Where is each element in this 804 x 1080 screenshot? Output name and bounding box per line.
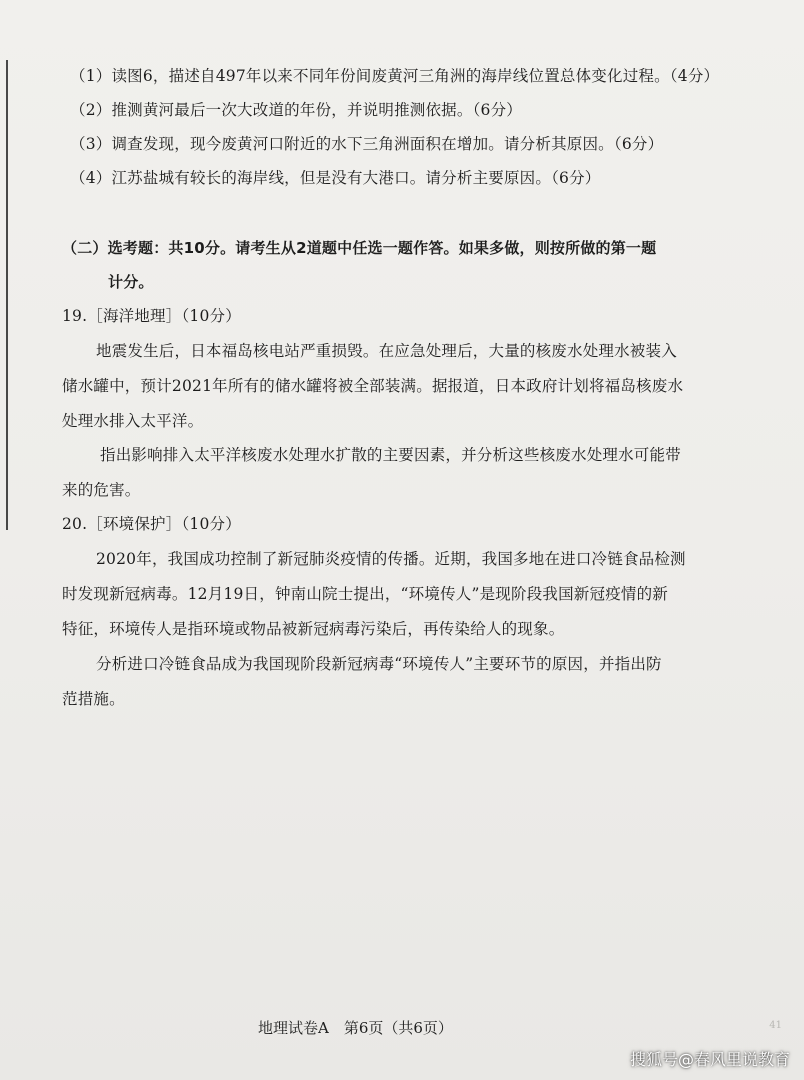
question-19-text: 处理水排入太平洋。 bbox=[62, 412, 204, 430]
question-20-text: 时发现新冠病毒。12月19日，钟南山院士提出，“环境传人”是现阶段我国新冠疫情的新 bbox=[62, 585, 668, 603]
section-two-heading: （二）选考题：共10分。请考生从2道题中任选一题作答。如果多做，则按所做的第一题 bbox=[62, 239, 657, 257]
watermark: 搜狐号@春风里说教育 bbox=[629, 1050, 790, 1069]
question-19-title: 19.［海洋地理］（10分） bbox=[62, 307, 241, 325]
question-18-3: （3）调查发现，现今废黄河口附近的水下三角洲面积在增加。请分析其原因。（6分） bbox=[70, 135, 664, 153]
corner-mark: 41 bbox=[769, 1020, 782, 1031]
question-18-2: （2）推测黄河最后一次大改道的年份，并说明推测依据。（6分） bbox=[70, 101, 522, 119]
question-20-prompt: 分析进口冷链食品成为我国现阶段新冠病毒“环境传人”主要环节的原因，并指出防 bbox=[96, 655, 662, 673]
question-20-text: 2020年，我国成功控制了新冠肺炎疫情的传播。近期，我国多地在进口冷链食品检测 bbox=[96, 550, 686, 568]
question-20-title: 20.［环境保护］（10分） bbox=[62, 515, 241, 533]
question-20-prompt: 范措施。 bbox=[62, 690, 125, 708]
question-18-1: （1）读图6，描述自497年以来不同年份间废黄河三角洲的海岸线位置总体变化过程。（4分） bbox=[70, 67, 720, 85]
question-19-prompt: 来的危害。 bbox=[62, 481, 141, 499]
margin-line bbox=[6, 60, 8, 530]
question-19-text: 储水罐中，预计2021年所有的储水罐将被全部装满。据报道，日本政府计划将福岛核废水 bbox=[62, 377, 684, 395]
question-18-4: （4）江苏盐城有较长的海岸线，但是没有大港口。请分析主要原因。（6分） bbox=[70, 169, 601, 187]
question-19-prompt: 指出影响排入太平洋核废水处理水扩散的主要因素，并分析这些核废水处理水可能带 bbox=[100, 446, 681, 464]
question-19-text: 地震发生后，日本福岛核电站严重损毁。在应急处理后，大量的核废水处理水被装入 bbox=[96, 342, 677, 360]
page-footer: 地理试卷A 第6页（共6页） bbox=[258, 1019, 453, 1037]
question-20-text: 特征，环境传人是指环境或物品被新冠病毒污染后，再传染给人的现象。 bbox=[62, 620, 565, 638]
section-two-heading-cont: 计分。 bbox=[108, 273, 154, 291]
